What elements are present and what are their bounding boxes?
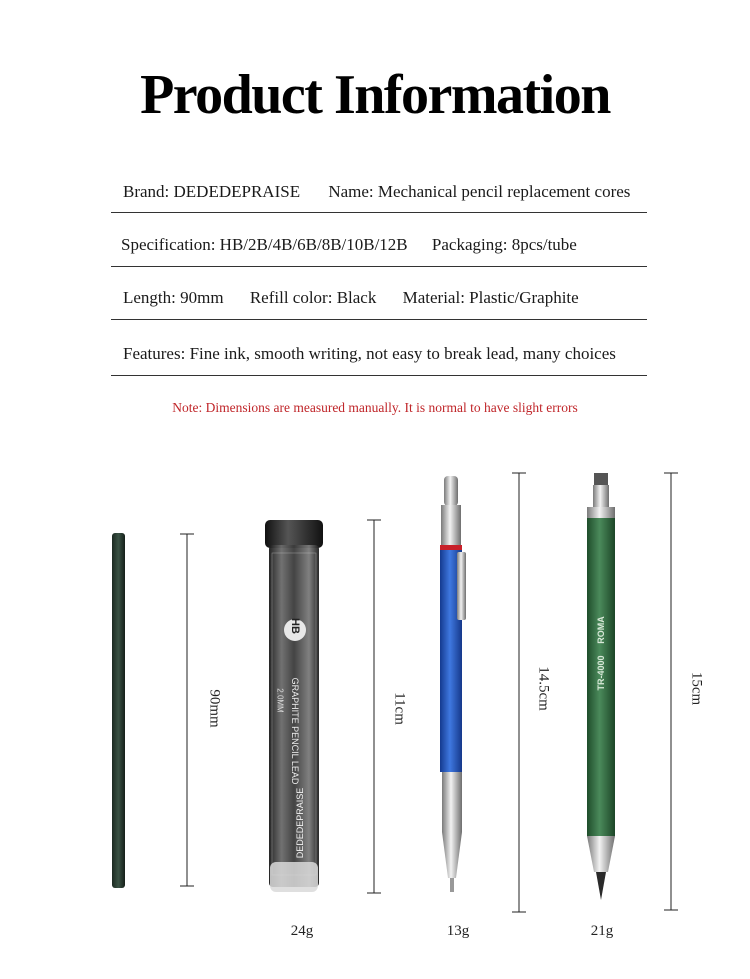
blue-pencil-weight: 13g xyxy=(446,923,470,939)
refill-color-text: Refill color: Black xyxy=(249,288,377,307)
measurement-note: Note: Dimensions are measured manually. It is normal to have slight errors xyxy=(172,400,578,415)
green-pencil-weight: 21g xyxy=(590,923,614,939)
tube-brand-print: DEDEDEPRAISE xyxy=(295,787,305,859)
blue-pencil-dimension-line xyxy=(512,473,526,912)
tube-dimension-line xyxy=(367,520,381,893)
lead-dimension-label: 90mm xyxy=(206,689,223,728)
blue-mechanical-pencil xyxy=(440,476,466,892)
tube-weight: 24g xyxy=(290,923,314,939)
green-pencil-model-print: TR-4000 xyxy=(596,655,606,691)
green-pencil-dimension-label: 15cm xyxy=(688,671,705,706)
page-title: Product Information xyxy=(140,64,610,126)
material-text: Material: Plastic/Graphite xyxy=(402,288,579,307)
green-pencil-dimension-line xyxy=(664,473,678,910)
features-text: Features: Fine ink, smooth writing, not easy to break lead, many choices xyxy=(123,344,616,363)
packaging-text: Packaging: 8pcs/tube xyxy=(431,235,577,254)
graphite-lead-stick xyxy=(112,533,125,888)
length-text: Length: 90mm xyxy=(123,288,224,307)
name-text: Name: Mechanical pencil replacement cores xyxy=(328,182,631,201)
tube-dimension-label: 11cm xyxy=(391,692,408,725)
green-pencil-brand-print: ROMA xyxy=(596,616,606,644)
blue-pencil-dimension-label: 14.5cm xyxy=(535,666,552,711)
tube-grade-print: HB xyxy=(289,618,301,634)
specification-text: Specification: HB/2B/4B/6B/8B/10B/12B xyxy=(121,235,408,254)
brand-text: Brand: DEDEDEPRAISE xyxy=(123,182,301,201)
tube-size-print: 2.0MM xyxy=(275,688,285,713)
lead-dimension-line xyxy=(180,534,194,886)
tube-product-print: GRAPHITE PENCIL LEAD xyxy=(290,677,300,785)
